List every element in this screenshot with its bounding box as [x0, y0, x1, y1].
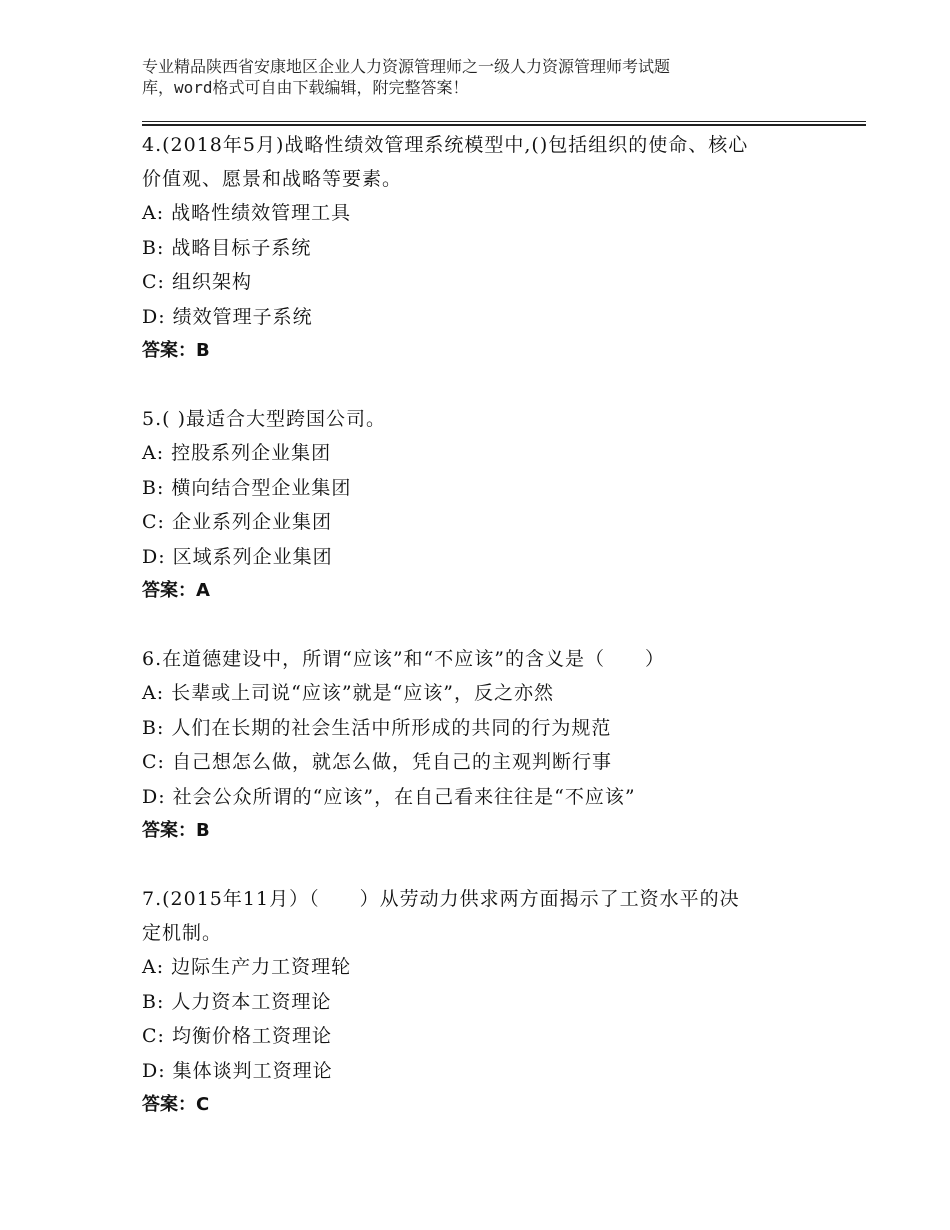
option-d: D: 社会公众所谓的“应该”，在自己看来往往是“不应该” — [142, 785, 636, 808]
document-header — [142, 56, 842, 98]
option-c: C: 自己想怎么做，就怎么做，凭自己的主观判断行事 — [142, 751, 612, 773]
answer: 答案：A — [142, 580, 210, 601]
option-c: C: 企业系列企业集团 — [142, 511, 332, 533]
option-a: A: 长辈或上司说“应该”就是“应该”，反之亦然 — [142, 682, 555, 704]
option-a: A: 战略性绩效管理工具 — [142, 202, 352, 224]
option-b: B: 战略目标子系统 — [142, 236, 312, 259]
question-stem-cont: 定机制。 — [142, 922, 223, 944]
option-c: C: 均衡价格工资理论 — [142, 1025, 332, 1047]
option-a: A: 边际生产力工资理轮 — [142, 956, 352, 978]
answer: 答案：B — [142, 340, 210, 361]
question-7 — [142, 882, 842, 1122]
header-line-2: 库，word格式可自由下载编辑，附完整答案！ — [142, 78, 469, 97]
option-b: B: 人们在长期的社会生活中所形成的共同的行为规范 — [142, 716, 612, 739]
option-b: B: 横向结合型企业集团 — [142, 476, 352, 499]
question-stem: 5.( )最适合大型跨国公司。 — [142, 408, 386, 430]
option-c: C: 组织架构 — [142, 271, 252, 293]
option-d: D: 绩效管理子系统 — [142, 305, 313, 328]
answer: 答案：C — [142, 1094, 210, 1115]
header-line-1: 专业精品陕西省安康地区企业人力资源管理师之一级人力资源管理师考试题 — [142, 57, 671, 76]
question-stem: 4.(2018年5月)战略性绩效管理系统模型中,()包括组织的使命、核心 — [142, 134, 749, 156]
header-rule-thin — [142, 121, 866, 122]
question-5 — [142, 402, 842, 608]
question-stem-cont: 价值观、愿景和战略等要素。 — [142, 168, 403, 190]
question-stem: 6.在道德建设中，所谓“应该”和“不应该”的含义是（ ） — [142, 648, 665, 670]
question-4 — [142, 128, 842, 368]
answer: 答案：B — [142, 820, 210, 841]
question-6 — [142, 642, 842, 848]
option-a: A: 控股系列企业集团 — [142, 442, 332, 464]
option-d: D: 区域系列企业集团 — [142, 545, 333, 568]
question-list — [142, 128, 842, 1122]
question-stem: 7.(2015年11月）（ ）从劳动力供求两方面揭示了工资水平的决 — [142, 888, 740, 910]
header-rule-thick — [142, 124, 866, 126]
option-b: B: 人力资本工资理论 — [142, 990, 332, 1013]
option-d: D: 集体谈判工资理论 — [142, 1059, 333, 1082]
